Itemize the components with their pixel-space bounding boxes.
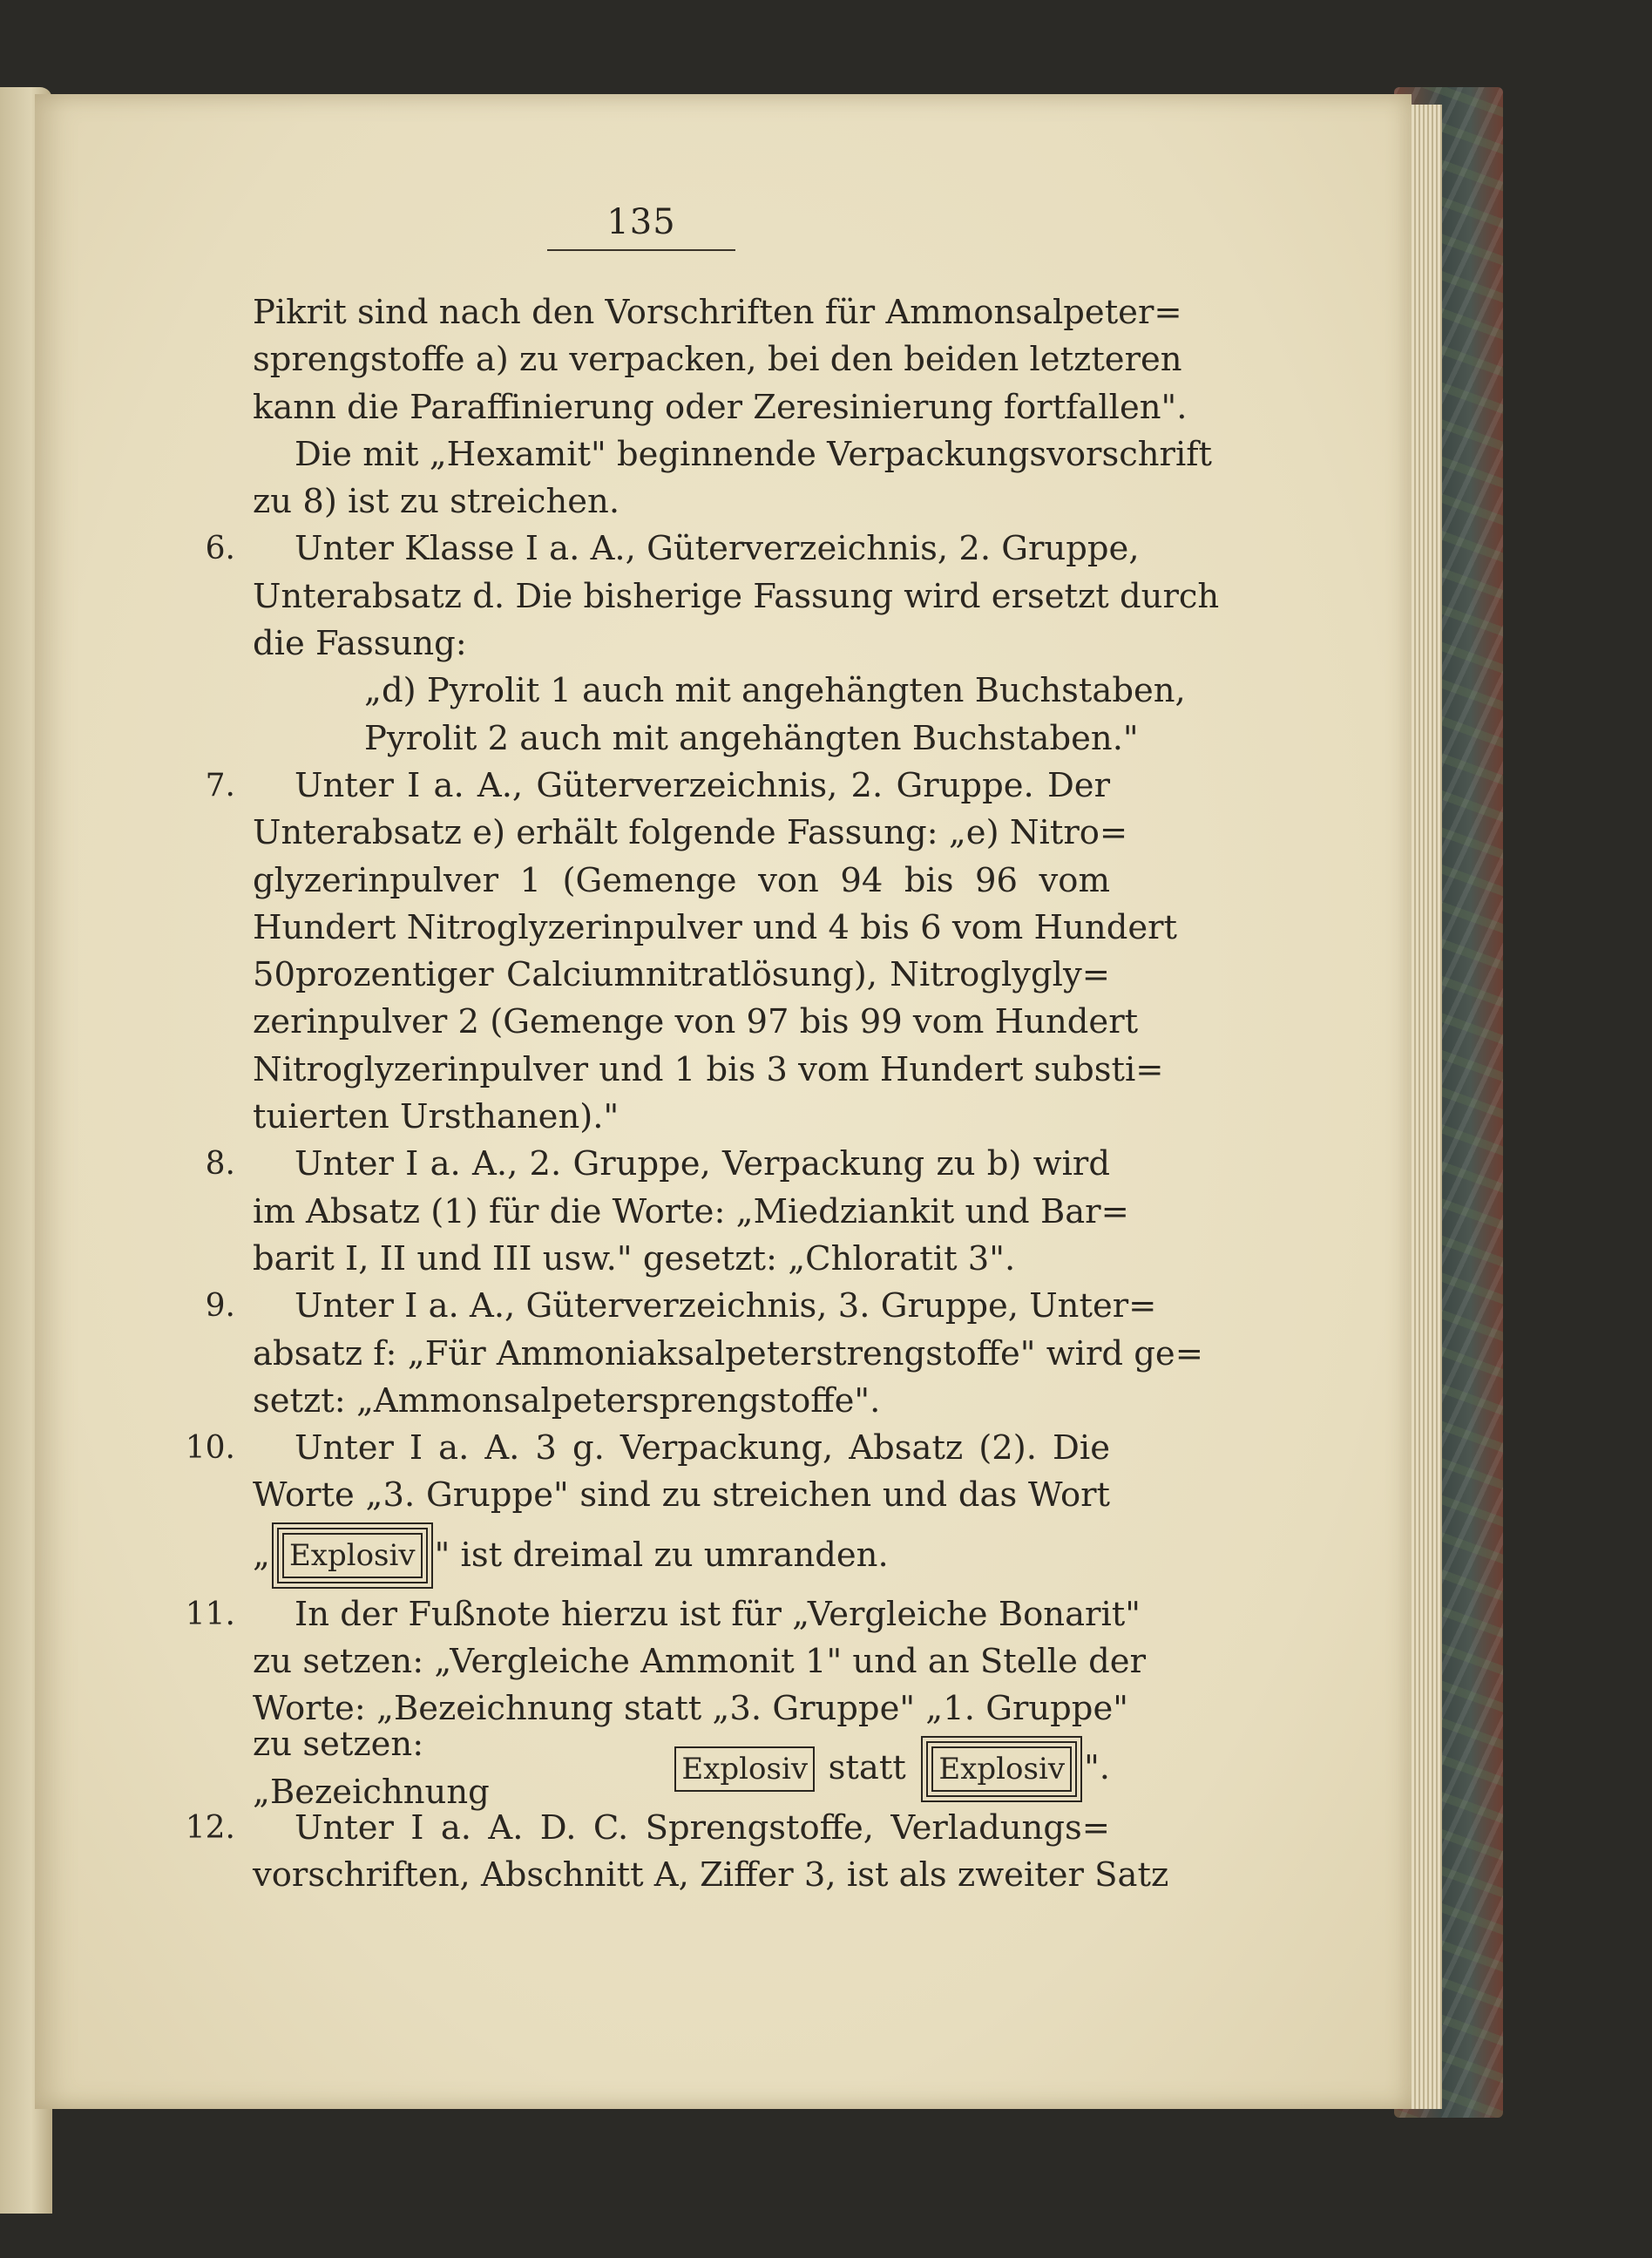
item-number: 8. [205,1146,235,1183]
text-line: Worte „3. Gruppe" sind zu streichen und das Wort [253,1475,1110,1516]
framed-word-explosiv: Explosiv [282,1533,423,1578]
text-line: vorschriften, Abschnitt A, Ziffer 3, ist als zweiter Satz [253,1855,1169,1895]
text-line: sprengstoffe a) zu verpacken, bei den beiden letzteren [253,340,1182,380]
list-item-7 [205,763,1110,810]
text-fragment: statt [828,1748,906,1788]
text-line: „d) Pyrolit 1 auch mit angehängten Buchstaben, [364,671,1186,711]
text-line: Worte: „Bezeichnung statt „3. Gruppe" „1. Gruppe" [253,1689,1128,1729]
text-line: zerinpulver 2 (Gemenge von 97 bis 99 vom Hundert [253,1002,1139,1042]
text-line: Unter I a. A. 3 g. Verpackung, Absatz (2). Die [295,1428,1110,1468]
text-line: Unter I a. A., 2. Gruppe, Verpackung zu b) wird [295,1144,1110,1184]
text-line: tuierten Ursthanen)." [253,1097,620,1137]
text-line: 50prozentiger Calciumnitratlösung), Nitroglygly= [253,955,1110,995]
text-fragment: „ [253,1535,270,1575]
framed-word-explosiv-triple: Explosiv [931,1746,1072,1792]
framed-word-row [253,1725,1111,1812]
text-line: Unter I a. A. D. C. Sprengstoffe, Verladungs= [295,1807,1110,1848]
text-line: In der Fußnote hierzu ist für „Vergleiche Bonarit" [295,1594,1141,1634]
text-line: Pyrolit 2 auch mit angehängten Buchstaben." [364,718,1139,758]
text-line: glyzerinpulver 1 (Gemenge von 94 bis 96 vom [253,860,1110,900]
text-line: Unterabsatz d. Die bisherige Fassung wird ersetzt durch [253,576,1220,616]
text-line: Hundert Nitroglyzerinpulver und 4 bis 6 vom Hundert [253,907,1178,947]
text-line: Nitroglyzerinpulver und 1 bis 3 vom Hundert substi= [253,1049,1164,1089]
page-text [185,289,1220,1899]
framed-word-row [253,1520,1110,1591]
text-line: im Absatz (1) für die Worte: „Miedziankit und Bar= [253,1191,1129,1231]
list-item-10 [185,1425,1110,1472]
item-number: 10. [185,1430,235,1467]
list-item-9 [205,1283,1157,1330]
framed-word-explosiv-single: Explosiv [674,1746,815,1792]
text-line: absatz f: „Für Ammoniaksalpeterstrengstoffe" wird ge= [253,1333,1203,1373]
text-line: setzt: „Ammonsalpetersprengstoffe". [253,1380,881,1421]
text-line: Pikrit sind nach den Vorschriften für Ammonsalpeter= [253,293,1182,332]
item-number: 9. [205,1288,235,1325]
list-item-12 [185,1805,1110,1852]
text-line: Unter I a. A., Güterverzeichnis, 2. Gruppe. Der [295,765,1110,805]
text-line: Die mit „Hexamit" beginnende Verpackungsvorschrift [295,434,1212,474]
item-number: 7. [205,767,235,804]
list-item-11 [185,1591,1141,1638]
text-line: Unter I a. A., Güterverzeichnis, 3. Gruppe, Unter= [295,1286,1157,1326]
page-number: 135 [547,202,735,251]
text-line: zu setzen: „Vergleiche Ammonit 1" und an Stelle der [253,1642,1146,1682]
text-line: Unter Klasse I a. A., Güterverzeichnis, 2. Gruppe, [295,529,1140,569]
text-fragment: " ist dreimal zu umranden. [434,1535,889,1575]
item-number: 11. [185,1596,235,1632]
text-line: Unterabsatz e) erhält folgende Fassung: „e) Nitro= [253,813,1128,853]
text-fragment: zu setzen: „Bezeichnung [253,1725,490,1812]
item-number: 12. [185,1809,235,1846]
text-line: barit I, II und III usw." gesetzt: „Chloratit 3". [253,1238,1016,1278]
text-line: kann die Paraffinierung oder Zeresinierung fortfallen". [253,387,1188,427]
item-number: 6. [205,531,235,567]
list-item-8 [205,1141,1110,1188]
text-fragment: ". [1084,1748,1111,1788]
text-line: zu 8) ist zu streichen. [253,482,620,522]
text-line: die Fassung: [253,624,467,664]
list-item-6 [205,526,1140,573]
